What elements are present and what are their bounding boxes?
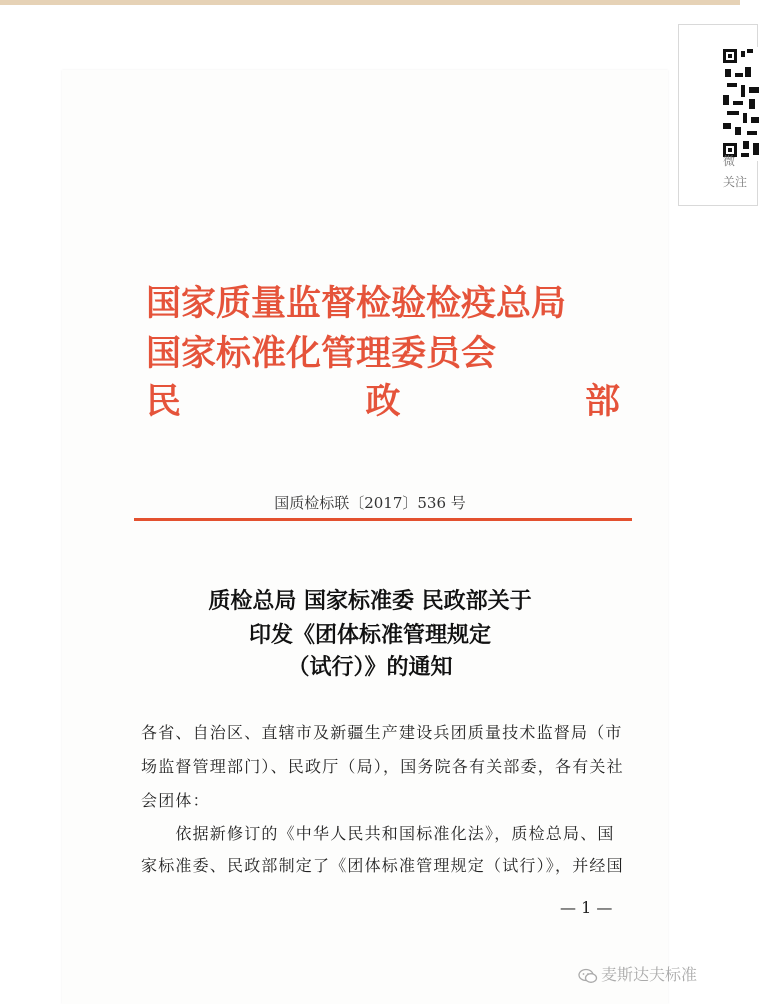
issuer-mca xyxy=(146,382,620,422)
document-number: 国质检标联〔2017〕536 号 xyxy=(274,494,466,512)
body-line: 会团体： xyxy=(141,791,210,810)
qr-code-icon xyxy=(721,47,761,161)
issuer-mca-char: 政 xyxy=(365,381,401,422)
qr-caption-line2: 关注 xyxy=(723,175,748,189)
qr-caption-line1: 微 xyxy=(723,154,736,168)
red-divider xyxy=(134,518,632,521)
body-line: 各省、自治区、直辖市及新疆生产建设兵团质量技术监督局（市 xyxy=(141,723,623,742)
title-line-1: 质检总局 国家标准委 民政部关于 xyxy=(208,588,532,614)
page-number: — 1 — xyxy=(560,898,613,917)
body-line: 依据新修订的《中华人民共和国标准化法》，质检总局、国 xyxy=(141,824,615,843)
title-line-2: 印发《团体标准管理规定 xyxy=(248,622,491,648)
title-line-3: （试行）》的通知 xyxy=(287,654,453,680)
watermark-text: 麦斯达夫标准 xyxy=(601,965,698,984)
wechat-icon xyxy=(578,968,598,984)
issuer-aqsiq: 国家质量监督检验检疫总局 xyxy=(146,283,567,324)
issuer-mca-char: 民 xyxy=(146,381,182,422)
issuer-sac: 国家标准化管理委员会 xyxy=(146,333,497,374)
body-line: 家标准委、民政部制定了《团体标准管理规定（试行）》，并经国 xyxy=(141,856,624,875)
watermark xyxy=(578,962,697,985)
issuer-mca-char: 部 xyxy=(584,381,620,422)
top-band xyxy=(0,0,740,5)
qr-panel[interactable] xyxy=(678,24,758,206)
body-line: 场监督管理部门）、民政厅（局），国务院各有关部委，各有关社 xyxy=(141,757,624,776)
